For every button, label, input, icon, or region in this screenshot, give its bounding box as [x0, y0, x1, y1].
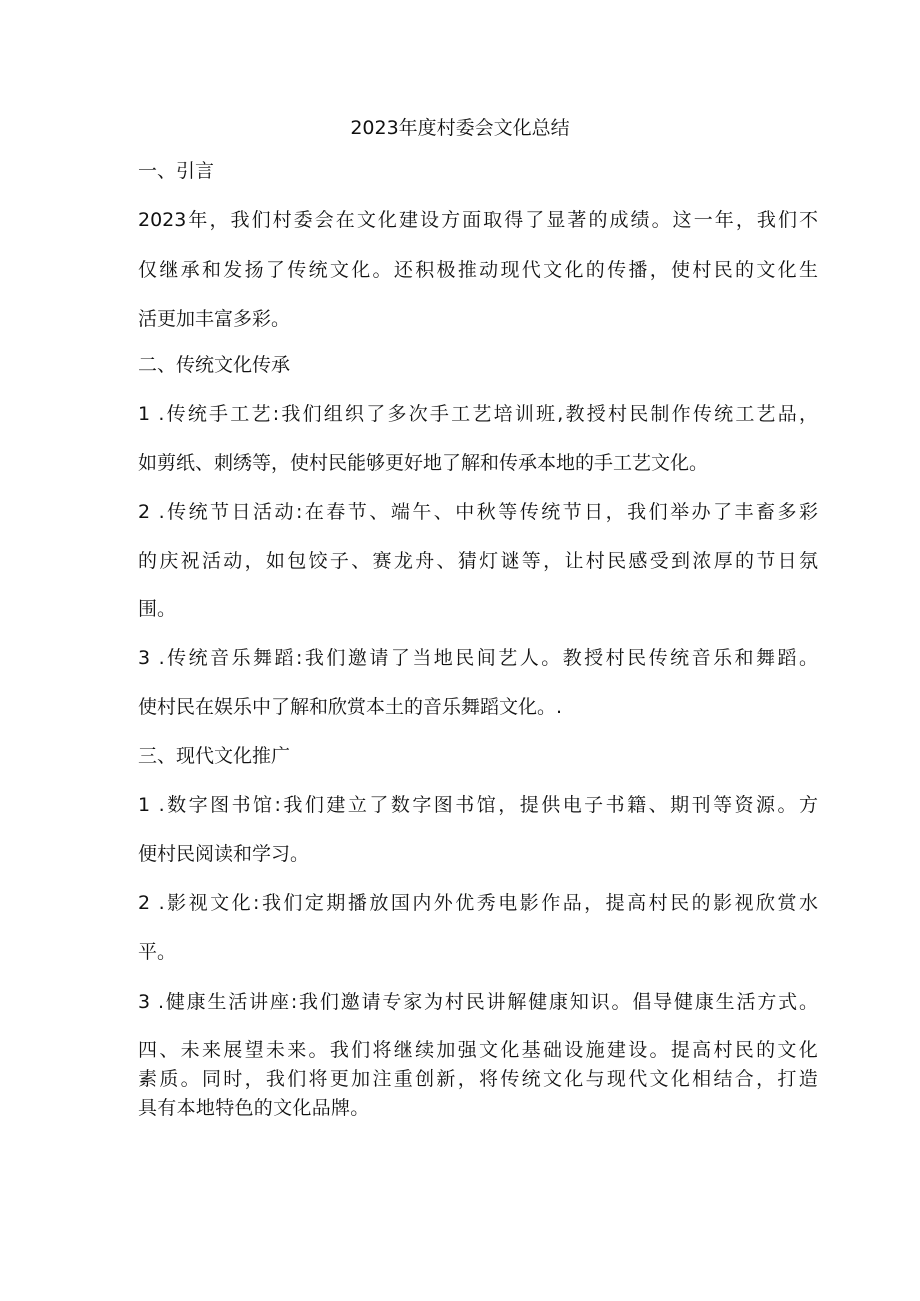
paragraph-line: 仅继承和发扬了传统文化。还积极推动现代文化的传播，使村民的文化生: [138, 259, 818, 281]
section-heading-future: 四、未来展望未来。我们将继续加强文化基础设施建设。提高村民的文化: [138, 1039, 818, 1061]
paragraph-line: 活更加丰富多彩。: [138, 308, 291, 330]
paragraph-line: 1 .传统手工艺:我们组织了多次手工艺培训班,教授村民制作传统工艺品，: [138, 403, 818, 425]
paragraph-line: 2 .影视文化:我们定期播放国内外优秀电影作品，提高村民的影视欣赏水: [138, 892, 818, 914]
paragraph-line: 2023年，我们村委会在文化建设方面取得了显著的成绩。这一年，我们不: [138, 209, 818, 231]
paragraph-line: 素质。同时，我们将更加注重创新，将传统文化与现代文化相结合，打造: [138, 1068, 818, 1090]
paragraph-line: 2 .传统节日活动:在春节、端午、中秋等传统节日，我们举办了丰畜多彩: [138, 501, 818, 523]
paragraph-line: 围。: [138, 598, 177, 620]
paragraph-line: 1 .数字图书馆:我们建立了数字图书馆，提供电子书籍、期刊等资源。方: [138, 794, 818, 816]
paragraph-line: 便村民阅读和学习。: [138, 843, 310, 865]
paragraph-line: 使村民在娱乐中了解和欣赏本土的音乐舞蹈文化。.: [138, 696, 563, 718]
paragraph-line: 平。: [138, 941, 177, 963]
paragraph-line: 具有本地特色的文化品牌。: [138, 1097, 370, 1119]
paragraph-line: 3 .传统音乐舞蹈:我们邀请了当地民间艺人。教授村民传统音乐和舞蹈。: [138, 647, 818, 669]
paragraph-line: 3 .健康生活讲座:我们邀请专家为村民讲解健康知识。倡导健康生活方式。: [138, 991, 818, 1013]
section-heading-tradition: 二、传统文化传承: [138, 354, 291, 376]
section-heading-intro: 一、引言: [138, 160, 215, 182]
paragraph-line: 的庆祝活动，如包饺子、赛龙舟、猜灯谜等，让村民感受到浓厚的节日氛: [138, 550, 818, 572]
section-heading-modern: 三、现代文化推广: [138, 745, 291, 767]
paragraph-line: 如剪纸、刺绣等，使村民能够更好地了解和传承本地的手工艺文化。: [138, 452, 709, 474]
document-title: 2023年度村委会文化总结: [350, 117, 570, 139]
